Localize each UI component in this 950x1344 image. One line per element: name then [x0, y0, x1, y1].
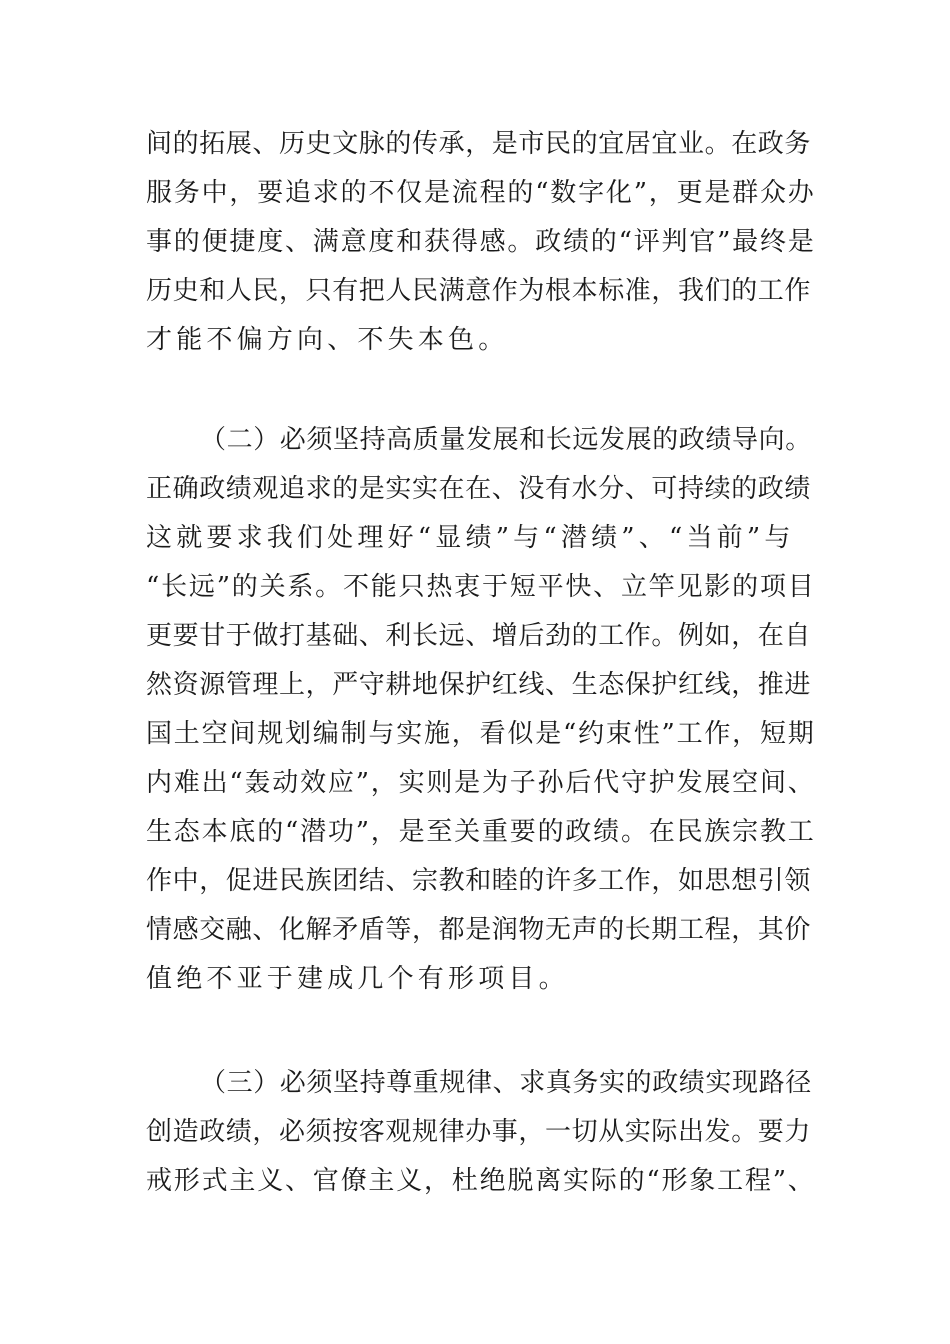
paragraph-2-line-8: 内难出“轰动效应”，实则是为子孙后代守护发展空间、 — [146, 768, 816, 798]
paragraph-2-line-5: 更要甘于做打基础、利长远、增后劲的工作。例如，在自 — [146, 621, 812, 651]
paragraph-1-line-2: 服务中，要追求的不仅是流程的“数字化”，更是群众办 — [146, 178, 816, 208]
paragraph-2-line-7: 国土空间规划编制与实施，看似是“约束性”工作，短期 — [146, 719, 816, 749]
paragraph-1-line-4: 历史和人民，只有把人民满意作为根本标准，我们的工作 — [146, 276, 812, 306]
paragraph-1-line-1: 间的拓展、历史文脉的传承，是市民的宜居宜业。在政务 — [146, 129, 812, 159]
paragraph-2-heading-line: （二）必须坚持高质量发展和长远发展的政绩导向。 — [200, 425, 812, 455]
paragraph-2-line-11: 情感交融、化解矛盾等，都是润物无声的长期工程，其价 — [146, 915, 812, 945]
paragraph-2-line-2: 正确政绩观追求的是实实在在、没有水分、可持续的政绩 — [146, 474, 812, 504]
paragraph-1-line-3: 事的便捷度、满意度和获得感。政绩的“评判官”最终是 — [146, 227, 816, 257]
paragraph-3-line-2: 创造政绩，必须按客观规律办事，一切从实际出发。要力 — [146, 1117, 812, 1147]
paragraph-2-line-10: 作中，促进民族团结、宗教和睦的许多工作，如思想引领 — [146, 866, 812, 896]
paragraph-3-heading-line: （三）必须坚持尊重规律、求真务实的政绩实现路径 — [200, 1068, 812, 1098]
paragraph-3-line-3: 戒形式主义、官僚主义，杜绝脱离实际的“形象工程”、 — [146, 1166, 816, 1196]
paragraph-2-line-9: 生态本底的“潜功”，是至关重要的政绩。在民族宗教工 — [146, 817, 816, 847]
paragraph-2-line-6: 然资源管理上，严守耕地保护红线、生态保护红线，推进 — [146, 670, 812, 700]
paragraph-1-line-5: 才能不偏方向、不失本色。 — [146, 325, 509, 355]
paragraph-2-line-3: 这就要求我们处理好“显绩”与“潜绩”、“当前”与 — [146, 523, 795, 553]
paragraph-2-line-12: 值绝不亚于建成几个有形项目。 — [146, 964, 569, 994]
paragraph-2-line-4: “长远”的关系。不能只热衷于短平快、立竿见影的项目 — [146, 572, 816, 602]
